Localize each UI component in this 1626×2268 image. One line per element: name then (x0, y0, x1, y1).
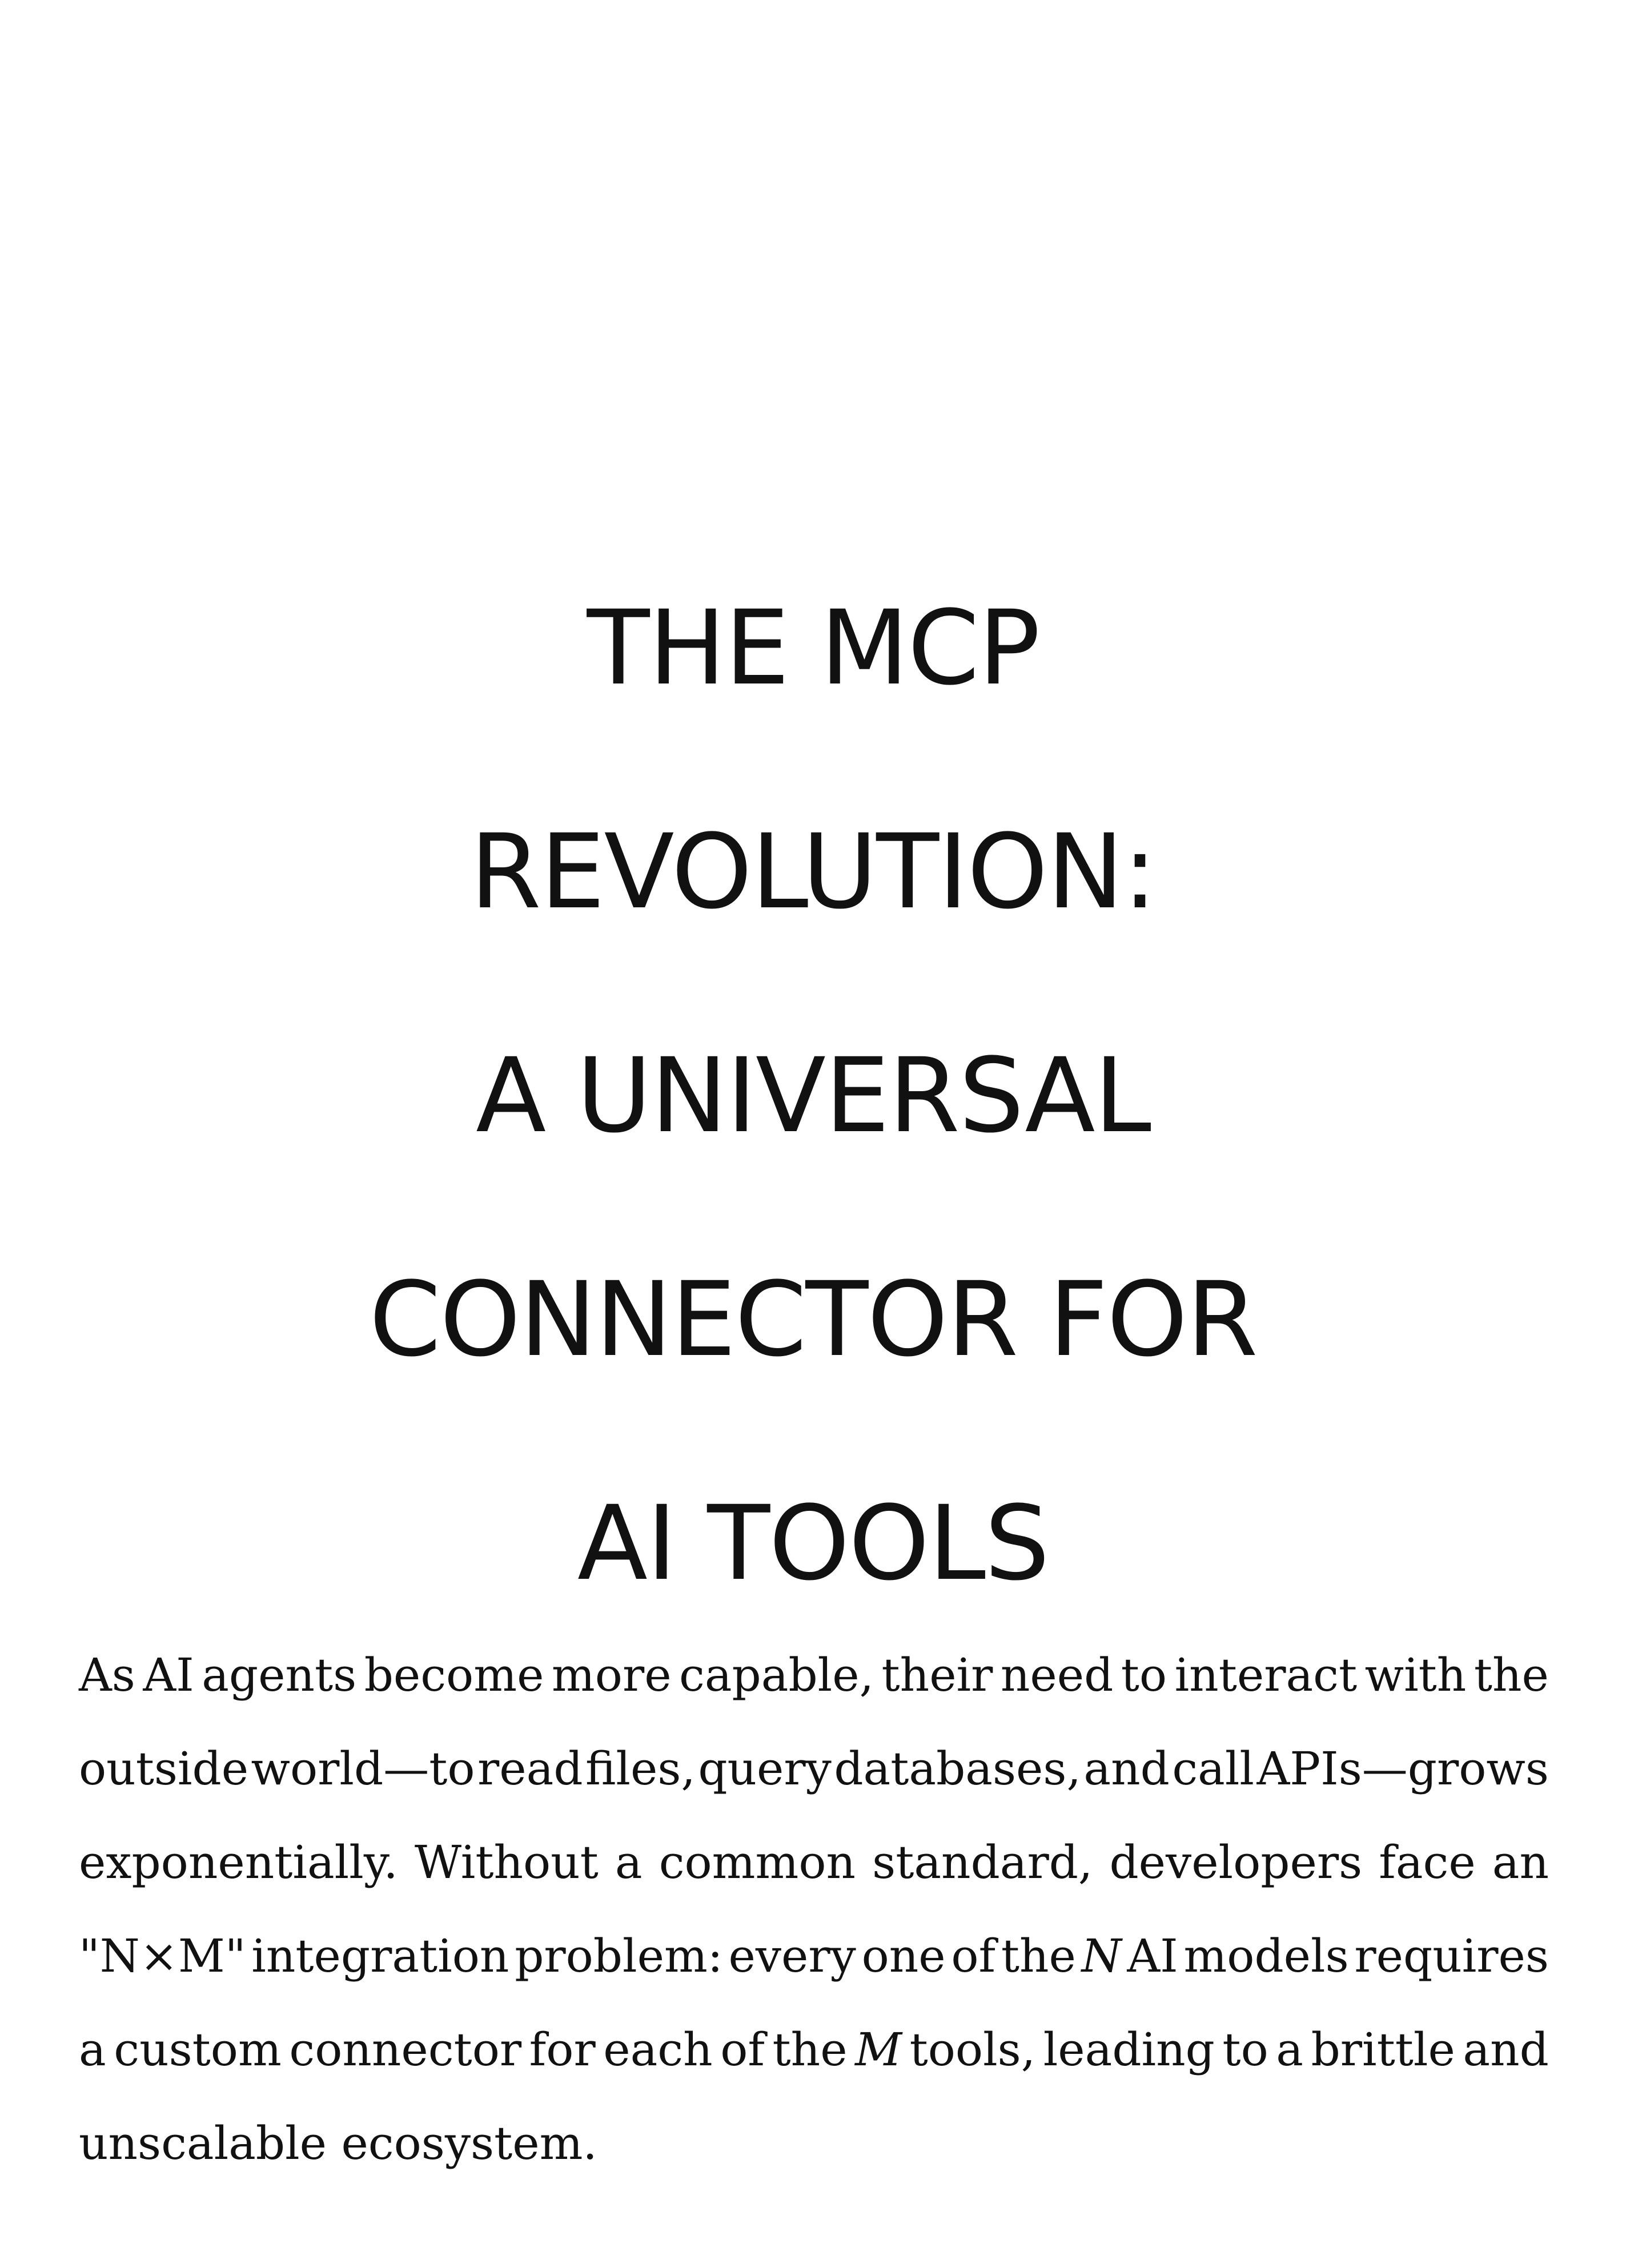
word: the (1001, 1929, 1076, 1983)
word: world—to (251, 1742, 475, 1795)
word: leading (1043, 2023, 1215, 2076)
word: read (477, 1742, 583, 1795)
paragraph-line: unscalable ecosystem. (79, 2117, 597, 2170)
word: a (1276, 2023, 1303, 2076)
title-line: AI TOOLS (577, 1484, 1049, 1603)
word: to (1121, 1648, 1167, 1702)
word: need (1000, 1648, 1114, 1702)
word: and (1463, 2023, 1549, 2076)
word: integration (251, 1929, 509, 1983)
word: problem: (515, 1929, 723, 1983)
italic-variable: M (855, 2023, 902, 2076)
word: AI (143, 1648, 194, 1702)
word: each (603, 2023, 713, 2076)
word: a (615, 1836, 643, 1889)
word: interact (1174, 1648, 1358, 1702)
word: of (720, 2023, 765, 2076)
title-line: REVOLUTION: (469, 813, 1157, 932)
word: call (1172, 1742, 1254, 1795)
word: the (772, 2023, 848, 2076)
word: "N×M" (79, 1929, 246, 1983)
word: capable, (679, 1648, 874, 1702)
word: As (79, 1648, 135, 1702)
word: standard, (872, 1836, 1093, 1889)
word: connector (289, 2023, 522, 2076)
title-line: A UNIVERSAL (476, 1036, 1150, 1156)
word: of (951, 1929, 996, 1983)
word: databases, (834, 1742, 1081, 1795)
word: every (728, 1929, 856, 1983)
word: outside (79, 1742, 249, 1795)
word: files, (585, 1742, 696, 1795)
title-line: CONNECTOR FOR (369, 1260, 1257, 1380)
word: to (1222, 2023, 1268, 2076)
word: for (529, 2023, 596, 2076)
word: exponentially. (79, 1836, 398, 1889)
word: custom (114, 2023, 282, 2076)
word: their (881, 1648, 993, 1702)
paragraph-line (79, 1816, 1549, 1909)
italic-variable: N (1081, 1929, 1122, 1983)
paragraph-line (79, 1628, 1549, 1722)
paragraph-line (79, 1722, 1549, 1816)
word: one (861, 1929, 946, 1983)
word: more (551, 1648, 672, 1702)
word: agents (202, 1648, 357, 1702)
word: the (1474, 1648, 1549, 1702)
word: brittle (1311, 2023, 1455, 2076)
word: AI (1127, 1929, 1178, 1983)
paragraph-line (79, 1909, 1549, 2003)
body-paragraph (79, 1628, 1549, 2190)
word: with (1364, 1648, 1467, 1702)
word: and (1083, 1742, 1170, 1795)
word: an (1492, 1836, 1549, 1889)
word: developers (1109, 1836, 1363, 1889)
word: APIs—grows (1256, 1742, 1549, 1795)
paragraph-line (79, 2003, 1549, 2097)
word: common (659, 1836, 856, 1889)
word: tools, (909, 2023, 1036, 2076)
word: a (79, 2023, 106, 2076)
word: query (698, 1742, 832, 1795)
word: face (1379, 1836, 1476, 1889)
chapter-title (0, 537, 1626, 1656)
word: requires (1354, 1929, 1549, 1983)
title-line: THE MCP (587, 589, 1039, 708)
word: Without (414, 1836, 599, 1889)
word: become (364, 1648, 544, 1702)
word: models (1183, 1929, 1349, 1983)
